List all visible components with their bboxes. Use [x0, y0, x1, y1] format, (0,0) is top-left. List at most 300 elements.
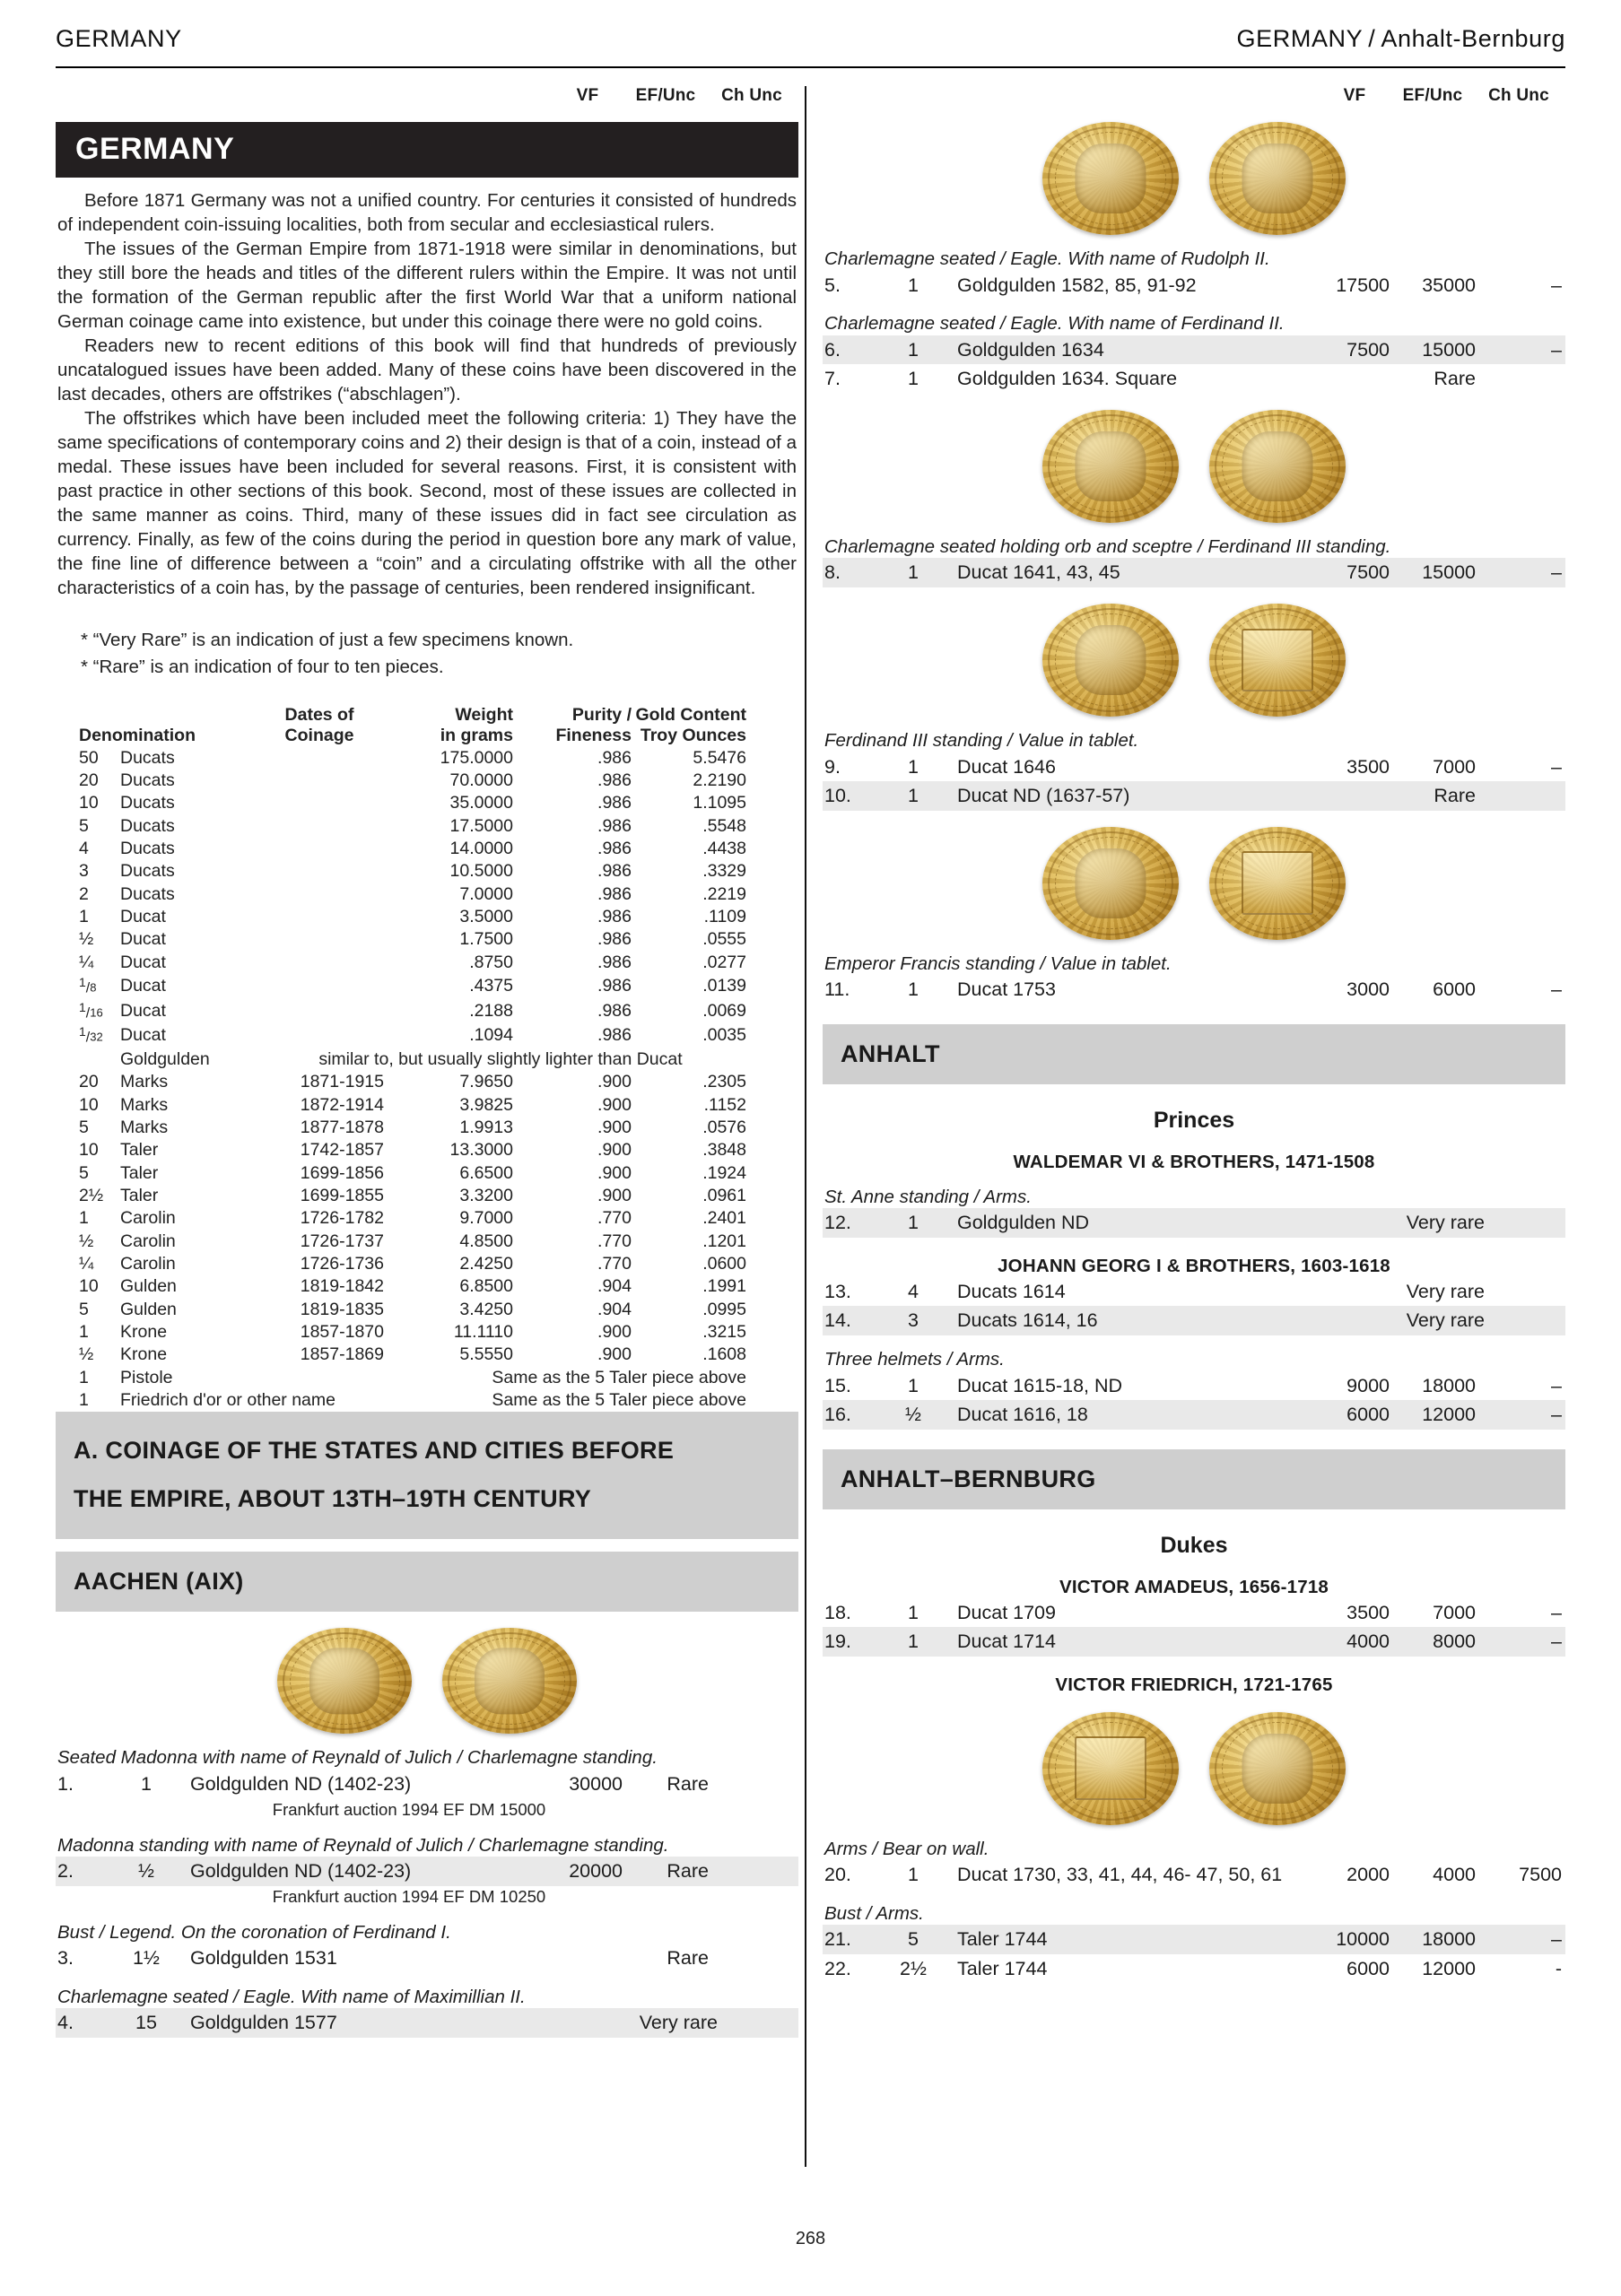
spec-purity: .986	[597, 861, 632, 882]
spec-row	[79, 1094, 746, 1117]
entry-price-vf: 30000	[569, 1773, 623, 1796]
spec-purity: .986	[597, 815, 632, 836]
spec-row	[79, 1117, 746, 1139]
spec-den-number: 1	[79, 1322, 89, 1343]
spec-weight: 14.0000	[449, 838, 513, 858]
running-head-left: GERMANY	[56, 25, 182, 52]
grade-chunc-label: Ch Unc	[721, 86, 782, 105]
spec-den-number: 10	[79, 1276, 99, 1297]
entry-price-ef-unc: Rare	[1434, 785, 1476, 807]
spec-den-unit: Carolin	[120, 1231, 176, 1251]
catalog-entry-row[interactable]	[823, 1277, 1565, 1307]
spec-purity: .986	[597, 883, 632, 904]
entry-number: 11.	[824, 978, 850, 1001]
entry-price-ef-unc: Rare	[667, 1947, 709, 1970]
entry-name: Goldgulden ND (1402-23)	[190, 1773, 412, 1796]
catalog-entry-row[interactable]	[823, 1208, 1565, 1238]
spec-header-weight-1: Weight	[455, 704, 513, 725]
spec-purity: .904	[597, 1276, 632, 1297]
grade-chunc-label-right: Ch Unc	[1488, 86, 1549, 105]
spec-den-unit: Ducat	[120, 976, 166, 996]
catalog-entry-row[interactable]	[823, 975, 1565, 1004]
entry-number: 20.	[824, 1864, 851, 1886]
coin-image-row	[823, 827, 1565, 940]
entry-denomination: 1	[908, 1212, 919, 1234]
entry-price-vf: 6000	[1346, 1957, 1390, 1979]
spec-gold: 2.2190	[693, 770, 746, 790]
spec-row	[79, 1071, 746, 1093]
entry-price-ch-unc: –	[1551, 755, 1562, 778]
spec-header-purity-1: Purity /	[571, 704, 632, 725]
spec-weight: .4375	[469, 976, 513, 996]
spec-den-unit: Krone	[120, 1322, 168, 1343]
spec-weight: 10.5000	[449, 861, 513, 882]
entry-price-vf: 20000	[569, 1860, 623, 1883]
spec-purity: .770	[597, 1254, 632, 1274]
coin-description: Ferdinand III standing / Value in tablet.	[824, 729, 1139, 751]
intro-paragraph: Before 1871 Germany was not a unified country. For centuries it consisted of hundreds of independent coin-issuing localities, both from secular and ecclesiastical rulers.	[57, 189, 797, 235]
rank-heading: Princes	[1153, 1107, 1235, 1133]
catalog-entry-row[interactable]	[823, 558, 1565, 587]
spec-den-unit: Ducats	[120, 793, 175, 813]
catalog-entry-row[interactable]	[823, 1860, 1565, 1890]
spec-gold: .0069	[702, 1000, 746, 1021]
spec-row	[79, 838, 746, 860]
spec-den-unit: Taler	[120, 1186, 159, 1205]
spec-gold: .2305	[702, 1072, 746, 1092]
column-divider	[805, 86, 806, 2167]
entry-price-ch-unc: –	[1551, 1928, 1562, 1951]
entry-price-ef-unc: 12000	[1422, 1404, 1476, 1426]
right-column-listings	[823, 122, 1565, 1983]
coin-obverse-image	[1042, 122, 1179, 235]
entry-denomination: 1	[908, 338, 919, 361]
spec-purity: .770	[597, 1231, 632, 1251]
spec-row	[79, 1231, 746, 1253]
catalog-entry-row[interactable]	[823, 1306, 1565, 1335]
spec-den-unit: Ducats	[120, 861, 175, 882]
entry-denomination: 1	[908, 274, 919, 296]
spec-den-unit: Ducats	[120, 883, 175, 904]
spec-gold: .2401	[702, 1208, 746, 1229]
spec-weight: 6.6500	[459, 1162, 513, 1183]
spec-row	[79, 815, 746, 838]
spec-den-number: 1	[79, 1367, 89, 1387]
spec-row	[79, 1275, 746, 1298]
spec-row	[79, 1162, 746, 1185]
spec-weight: 7.9650	[459, 1072, 513, 1092]
entry-price-ef-unc: 18000	[1422, 1374, 1476, 1396]
catalog-entry-row[interactable]	[56, 1770, 798, 1799]
spec-den-number: 4	[79, 838, 89, 858]
intro-paragraphs	[56, 188, 798, 601]
spec-gold: .1991	[702, 1276, 746, 1297]
running-head-country: GERMANY	[1236, 25, 1364, 52]
spec-weight: 7.0000	[459, 883, 513, 904]
coin-image-row	[823, 1712, 1565, 1825]
running-head-state: Anhalt-Bernburg	[1381, 25, 1565, 52]
catalog-entry-row[interactable]	[823, 1400, 1565, 1430]
spec-dates	[255, 815, 398, 838]
coin-reverse-image	[1209, 827, 1346, 940]
section-banner-line2: THE EMPIRE, ABOUT 13TH–19TH CENTURY	[74, 1485, 592, 1513]
entry-number: 9.	[824, 755, 841, 778]
spec-dates: 1857-1870	[300, 1322, 384, 1343]
entry-number: 16.	[824, 1404, 851, 1426]
entry-denomination: 1	[908, 368, 919, 390]
spec-weight: 17.5000	[449, 815, 513, 836]
entry-price-ch-unc: –	[1551, 1404, 1562, 1426]
catalog-entry-row[interactable]	[823, 364, 1565, 394]
entry-number: 12.	[824, 1212, 851, 1234]
spec-den-unit: Ducat	[120, 1025, 166, 1046]
spec-den-unit: Ducats	[120, 815, 175, 836]
spec-purity: .986	[597, 770, 632, 790]
spec-den-number: ½	[79, 1231, 94, 1251]
entry-denomination: 1	[908, 1601, 919, 1623]
spec-gold: .5548	[702, 815, 746, 836]
spec-den-number: 5	[79, 815, 89, 836]
entry-price-ch-unc: –	[1551, 1374, 1562, 1396]
spec-purity: .900	[597, 1117, 632, 1137]
spec-row	[79, 952, 746, 974]
entry-denomination: 1	[908, 1631, 919, 1653]
entry-name: Ducat 1616, 18	[957, 1404, 1088, 1426]
intro-paragraph: Readers new to recent editions of this book will find that hundreds of previously uncatalogued issues have been added. Many of these coins have been discovered in the last decades, others are offstrikes (“abschlagen”).	[57, 335, 797, 405]
entry-number: 18.	[824, 1601, 851, 1623]
entry-rarity: Very rare	[1406, 1309, 1486, 1332]
spec-gold: .1152	[703, 1094, 746, 1115]
spec-header-gold-2: Troy Ounces	[640, 725, 746, 745]
auction-note: Frankfurt auction 1994 EF DM 10250	[272, 1886, 546, 1906]
entry-price-ch-unc: –	[1551, 978, 1562, 1001]
spec-row	[79, 747, 746, 770]
spec-row	[79, 1048, 746, 1071]
spec-weight: 2.4250	[459, 1254, 513, 1274]
spec-purity: .900	[597, 1186, 632, 1205]
entry-denomination: 1	[908, 978, 919, 1001]
spec-weight: 3.5000	[459, 906, 513, 926]
entry-price-vf: 17500	[1336, 274, 1390, 296]
intro-paragraph: The issues of the German Empire from 1871-1918 were similar in denominations, but they still bore the heads and titles of the different rulers within the Empire. It was not until the formation of the German republic after the first World War that a uniform national German coinage came into existence, but under this coinage there were no gold coins.	[57, 238, 797, 332]
coin-description: Charlemagne seated / Eagle. With name of Rudolph II.	[824, 248, 1270, 269]
spec-purity: .900	[597, 1140, 632, 1161]
state-banner: ANHALT–BERNBURG	[823, 1449, 1565, 1509]
spec-gold: .1109	[703, 906, 746, 926]
spec-weight: 13.3000	[449, 1140, 513, 1161]
spec-gold: .0035	[702, 1025, 746, 1046]
spec-den-unit: Pistole	[120, 1367, 173, 1387]
catalog-entry-row[interactable]	[823, 781, 1565, 811]
entry-price-vf: 7500	[1346, 338, 1390, 361]
spec-purity: .900	[597, 1072, 632, 1092]
entry-price-ch-unc: –	[1551, 274, 1562, 296]
entry-name: Ducat 1753	[957, 978, 1056, 1001]
entry-name: Ducat ND (1637-57)	[957, 785, 1130, 807]
entry-price-ef-unc: 4000	[1433, 1864, 1476, 1886]
spec-den-number: $^1/_{16}$	[79, 999, 103, 1021]
spec-den-number: 1	[79, 1390, 89, 1411]
spec-dates: 1699-1856	[300, 1162, 384, 1183]
spec-dates: 1877-1878	[300, 1117, 384, 1137]
spec-den-number: 1	[79, 906, 89, 926]
spec-dates	[255, 792, 398, 814]
spec-den-unit: Carolin	[120, 1254, 176, 1274]
catalog-entry-row[interactable]	[823, 335, 1565, 365]
spec-gold: .0139	[702, 976, 746, 996]
coin-image-row-aachen	[56, 1628, 798, 1734]
spec-gold: 5.5476	[693, 747, 746, 768]
spec-weight: 6.8500	[459, 1276, 513, 1297]
entry-number: 5.	[824, 274, 841, 296]
spec-gold: .0600	[702, 1254, 746, 1274]
spec-gold: .1924	[702, 1162, 746, 1183]
entry-number: 4.	[57, 2012, 74, 2034]
spec-dates: 1819-1842	[300, 1276, 384, 1297]
entry-name: Taler 1744	[957, 1928, 1048, 1951]
entry-price-ch-unc: –	[1551, 1601, 1562, 1623]
spec-den-unit: Gulden	[120, 1276, 177, 1297]
spec-den-unit: Marks	[120, 1117, 169, 1137]
spec-den-number: 3	[79, 861, 89, 882]
spec-purity: .900	[597, 1094, 632, 1115]
catalog-entry-row[interactable]	[823, 271, 1565, 300]
entry-price-ch-unc: –	[1551, 1631, 1562, 1653]
entry-rarity: Very rare	[1406, 1212, 1485, 1234]
catalog-entry-row[interactable]	[823, 1925, 1565, 1954]
entry-price-vf: 6000	[1346, 1404, 1390, 1426]
entry-number: 1.	[57, 1773, 74, 1796]
aachen-listings	[56, 1746, 798, 2038]
coin-reverse-image	[1209, 122, 1346, 235]
entry-price-vf: 4000	[1346, 1631, 1390, 1653]
spec-gold: .0576	[702, 1117, 746, 1137]
entry-denomination: 4	[908, 1280, 919, 1302]
entry-number: 2.	[57, 1860, 74, 1883]
spec-dates	[255, 883, 398, 906]
grade-vf-label: VF	[576, 86, 599, 105]
entry-name: Ducat 1714	[957, 1631, 1056, 1653]
coin-description: Bust / Arms.	[824, 1902, 924, 1924]
entry-number: 8.	[824, 561, 841, 584]
rank-heading: Dukes	[1160, 1532, 1228, 1558]
entry-number: 7.	[824, 368, 841, 390]
spec-gold: .3215	[702, 1322, 746, 1343]
spec-gold: .0961	[702, 1186, 746, 1205]
spec-den-unit: Carolin	[120, 1208, 176, 1229]
spec-purity: .986	[597, 906, 632, 926]
spec-row	[79, 1344, 746, 1366]
spec-den-number: 1	[79, 1208, 89, 1229]
spec-den-number: 10	[79, 1094, 99, 1115]
grade-vf-label-right: VF	[1343, 86, 1366, 105]
coin-reverse-image	[1209, 410, 1346, 523]
coin-description: Bust / Legend. On the coronation of Ferdinand I.	[57, 1921, 451, 1943]
spec-purity: .900	[597, 1344, 632, 1365]
spec-row	[79, 928, 746, 951]
spec-dates	[255, 952, 398, 974]
spec-den-unit: Ducat	[120, 906, 166, 926]
entry-price-vf: 7500	[1346, 561, 1390, 584]
spec-den-unit: Ducats	[120, 838, 175, 858]
spec-weight: 3.9825	[459, 1094, 513, 1115]
spec-den-number: 10	[79, 1140, 99, 1161]
spec-dates	[255, 999, 398, 1024]
coin-description: Seated Madonna with name of Reynald of Julich / Charlemagne standing.	[57, 1747, 658, 1769]
entry-name: Goldgulden ND (1402-23)	[190, 1860, 412, 1883]
spec-den-number: 20	[79, 1072, 99, 1092]
spec-purity: .986	[597, 747, 632, 768]
catalog-entry-row[interactable]	[823, 1371, 1565, 1401]
spec-den-unit: Ducats	[120, 747, 175, 768]
catalog-entry-row[interactable]	[56, 2008, 798, 2038]
entry-denomination: 1	[908, 755, 919, 778]
right-column	[823, 86, 1565, 1983]
spec-den-unit: Marks	[120, 1094, 169, 1115]
spec-header-weight-2: in grams	[440, 725, 513, 745]
ruler-heading: JOHANN GEORG I & BROTHERS, 1603-1618	[998, 1255, 1390, 1276]
rarity-note: * “Very Rare” is an indication of just a few specimens known.	[81, 630, 574, 651]
spec-weight: .8750	[469, 952, 513, 972]
entry-denomination: 3	[908, 1309, 919, 1332]
catalog-entry-row[interactable]	[823, 1627, 1565, 1657]
coin-description: Madonna standing with name of Reynald of Julich / Charlemagne standing.	[57, 1834, 669, 1856]
spec-weight: 175.0000	[440, 747, 513, 768]
catalog-entry-row[interactable]	[56, 1944, 798, 1973]
entry-price-vf: 3500	[1346, 1601, 1390, 1623]
spec-table-body	[79, 747, 746, 1413]
spec-dates	[255, 747, 398, 770]
spec-den-number: 20	[79, 770, 99, 790]
spec-dates	[255, 1023, 398, 1048]
intro-paragraph: The offstrikes which have been included meet the following criteria: 1) They have the same specifications of contemporary coins and 2) their design is that of a coin, instead of a medal. These issues have been included for several reasons. First, it is consistent with past practice in other sections of this book. Second, most of these issues are collected in the same manner as coins. Third, many of these issues did in fact see circulation as currency. Finally, as few of the coins during the period in question bore any mark of value, the fine line of difference between a “coin” and a circulating offstrike with all the other characteristics of a coin has, by the passage of centuries, been rendered insignificant.	[57, 408, 797, 599]
coin-obverse-image	[1042, 604, 1179, 717]
spec-purity: .900	[597, 1162, 632, 1183]
spec-den-number: $^1/_8$	[79, 975, 97, 996]
entry-price-ef-unc: 18000	[1422, 1928, 1476, 1951]
entry-name: Ducat 1641, 43, 45	[957, 561, 1120, 584]
spec-den-number: $^1/_{32}$	[79, 1024, 103, 1046]
spec-row	[79, 792, 746, 814]
spec-weight: 1.9913	[459, 1117, 513, 1137]
spec-dates: 1872-1914	[300, 1094, 384, 1115]
entry-number: 19.	[824, 1631, 851, 1653]
spec-row	[79, 1299, 746, 1321]
spec-gold: 1.1095	[693, 793, 746, 813]
spec-purity: .986	[597, 838, 632, 858]
catalog-entry-row[interactable]	[823, 1954, 1565, 1984]
spec-row	[79, 1185, 746, 1207]
entry-number: 13.	[824, 1280, 851, 1302]
spec-header-dates-2: Coinage	[284, 725, 354, 745]
entry-denomination: 15	[135, 2012, 157, 2034]
coin-obverse-image	[1042, 410, 1179, 523]
entry-denomination: ½	[905, 1404, 921, 1426]
spec-weight: 1.7500	[459, 929, 513, 950]
spec-gold: .4438	[702, 838, 746, 858]
spec-den-number: ½	[79, 1344, 94, 1365]
entry-number: 14.	[824, 1309, 851, 1332]
spec-gold: .2219	[702, 883, 746, 904]
spec-dates	[255, 974, 398, 999]
catalog-entry-row[interactable]	[823, 1598, 1565, 1628]
auction-note: Frankfurt auction 1994 EF DM 15000	[272, 1799, 546, 1819]
catalog-entry-row[interactable]	[823, 752, 1565, 782]
spec-dates: 1871-1915	[300, 1072, 384, 1092]
rarity-notes	[56, 627, 798, 680]
spec-weight: 5.5550	[459, 1344, 513, 1365]
entry-price-vf: 3000	[1346, 978, 1390, 1001]
entry-denomination: 1	[908, 1864, 919, 1886]
entry-rarity: Very rare	[639, 2012, 719, 2034]
catalog-entry-row[interactable]	[56, 1857, 798, 1886]
spec-gold: .0277	[702, 952, 746, 972]
spec-row	[79, 999, 746, 1024]
spec-span-note: similar to, but usually slightly lighter than Ducat	[318, 1048, 683, 1069]
entry-number: 21.	[824, 1928, 851, 1951]
spec-dates: 1857-1869	[300, 1344, 384, 1365]
ruler-heading: VICTOR FRIEDRICH, 1721-1765	[1055, 1674, 1333, 1695]
spec-den-number: 5	[79, 1117, 89, 1137]
section-banner	[56, 1412, 798, 1539]
coin-description: Three helmets / Arms.	[824, 1348, 1005, 1370]
spec-den-number: 2	[79, 883, 89, 904]
spec-purity: .986	[597, 1025, 632, 1046]
running-head-right	[1237, 25, 1565, 53]
spec-weight: .2188	[469, 1000, 513, 1021]
spec-dates	[255, 860, 398, 883]
entry-denomination: 1	[908, 1374, 919, 1396]
spec-row	[79, 1367, 746, 1389]
entry-denomination: 2½	[900, 1957, 927, 1979]
entry-name: Goldgulden 1634. Square	[957, 368, 1178, 390]
spec-weight: .1094	[469, 1025, 513, 1046]
entry-name: Ducat 1646	[957, 755, 1056, 778]
coin-obverse-image	[277, 1628, 412, 1734]
spec-header-purity-2: Fineness	[555, 725, 632, 745]
spec-gold: .3848	[702, 1140, 746, 1161]
coin-image-row	[823, 604, 1565, 717]
entry-price-ef-unc: 15000	[1422, 338, 1476, 361]
state-banner: ANHALT	[823, 1024, 1565, 1084]
coin-description: Emperor Francis standing / Value in tablet.	[824, 952, 1172, 974]
spec-row	[79, 906, 746, 928]
spec-dates	[255, 928, 398, 951]
coin-description: St. Anne standing / Arms.	[824, 1186, 1032, 1207]
entry-number: 10.	[824, 785, 851, 807]
ruler-heading: WALDEMAR VI & BROTHERS, 1471-1508	[1013, 1151, 1375, 1172]
entry-name: Goldgulden 1577	[190, 2012, 337, 2034]
entry-price-ef-unc: 8000	[1433, 1631, 1476, 1653]
spec-den-unit: Ducat	[120, 1000, 166, 1021]
entry-name: Ducats 1614, 16	[957, 1309, 1098, 1332]
spec-weight: 35.0000	[449, 793, 513, 813]
spec-row	[79, 860, 746, 883]
spec-dates: 1726-1782	[300, 1208, 384, 1229]
spec-weight: 9.7000	[459, 1208, 513, 1229]
entry-number: 3.	[57, 1947, 74, 1970]
spec-den-unit: Friedrich d'or or other name	[120, 1390, 336, 1411]
spec-gold: .1608	[702, 1344, 746, 1365]
spec-den-unit: Krone	[120, 1344, 168, 1365]
entry-denomination: 1	[908, 785, 919, 807]
spec-purity: .904	[597, 1299, 632, 1319]
entry-name: Ducat 1709	[957, 1601, 1056, 1623]
grade-header-left	[56, 86, 798, 106]
spec-den-number: ½	[79, 929, 94, 950]
city-banner-aachen: AACHEN (AIX)	[56, 1552, 798, 1612]
entry-number: 6.	[824, 338, 841, 361]
